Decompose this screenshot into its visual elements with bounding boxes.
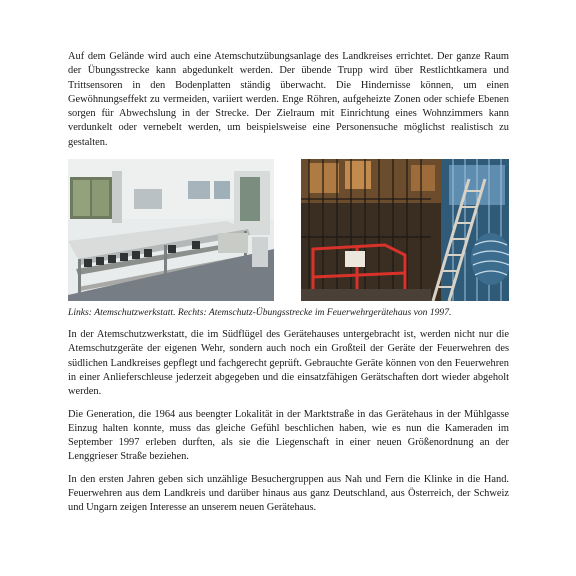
paragraph-visitors: In den ersten Jahren geben sich unzählige Besuchergruppen aus Nah und Fern die Klinke in die Hand. Feuerwehren aus dem Landkreis und darüber hinaus aus ganz Deutschland, aus Österreich, der Schweiz und Ungarn zeigen Interesse an unserem neuen Gerätehaus.: [68, 473, 509, 514]
training-course-photo: [301, 159, 509, 301]
photo-caption: Links: Atemschutzwerkstatt. Rechts: Atemschutz-Übungsstrecke im Feuerwehrgerätehaus von 1997.: [68, 307, 452, 319]
photo-row: [68, 159, 509, 301]
document-page: [68, 50, 509, 524]
paragraph-intro: Auf dem Gelände wird auch eine Atemschutzübungsanlage des Landkreises errichtet. Der ganze Raum der Übungsstrecke kann abgedunkelt werden. Der übende Trupp wird über Restlichtkamera und Trittsensoren in den Bodenplatten ständig überwacht. Die Hindernisse können, um einen Gewöhnungseffekt zu vermeiden, variiert werden. Enge Röhren, aufgeheizte Zonen oder schiefe Ebenen sorgen für Abwechslung in der Strecke. Der Zielraum mit Einrichtung eines Wohnzimmers kann verdunkelt oder vernebelt werden, um beispielsweise eine Personensuche möglichst realistisch zu gestalten.: [68, 51, 509, 148]
paragraph-generation: Die Generation, die 1964 aus beengter Lokalität in der Marktstraße in das Gerätehaus in der Mühlgasse Einzug halten konnte, muss das gleiche Gefühl beschlichen haben, wie es nun die Kameraden im September 1997 erleben durften, als sie die Liegenschaft in einer neuen Größenordnung an der Lenggrieser Straße beziehen.: [68, 408, 509, 463]
workshop-photo: [68, 159, 274, 301]
paragraph-workshop: In der Atemschutzwerkstatt, die im Südflügel des Gerätehauses untergebracht ist, werden nicht nur die Atemschutzgeräte der eigenen Wehr, sondern auch noch ein Großteil der Geräte der Feuerwehren des südlichen Landkreises gepflegt und fachgerecht geprüft. Gebrauchte Geräte können von den Feuerwehren in einer Anlieferschleuse jederzeit abgegeben und die einsatzfähigen Gerätschaften dort wieder abgeholt werden.: [68, 329, 509, 398]
